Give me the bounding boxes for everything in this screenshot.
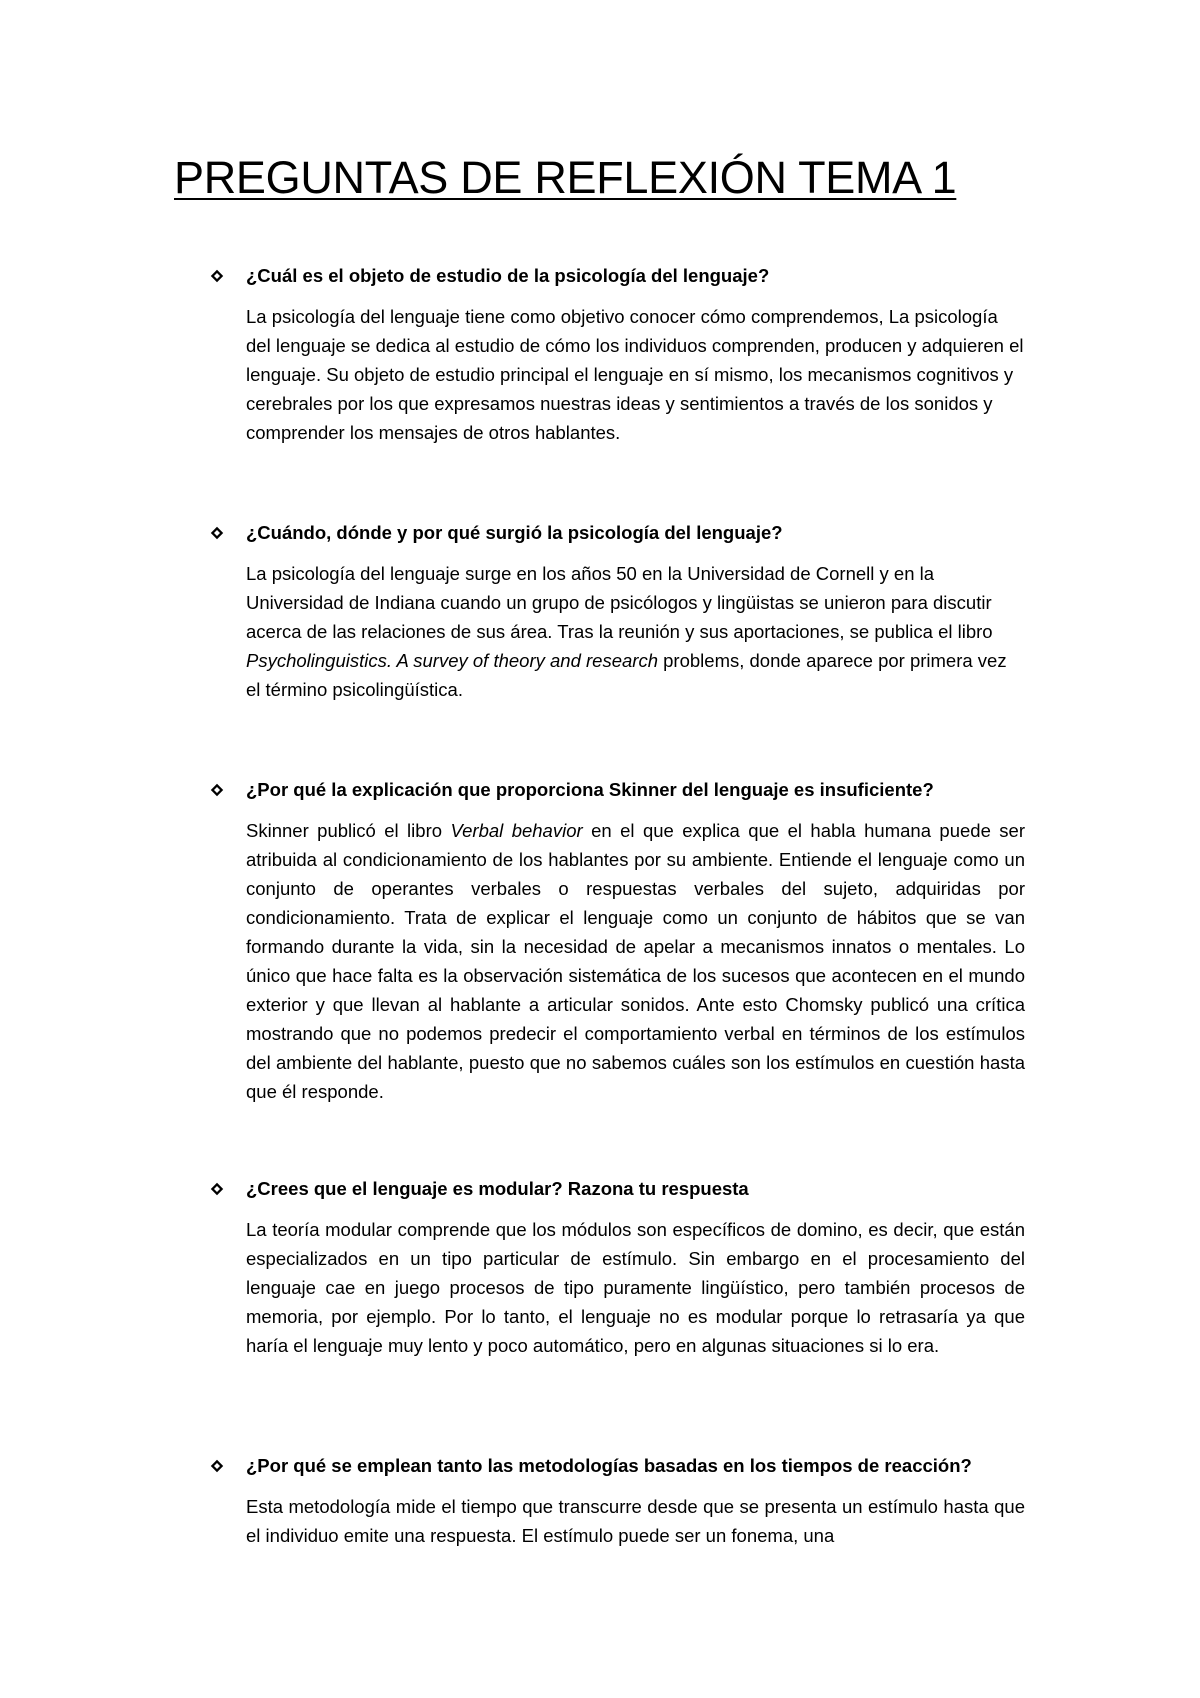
answer-text: La psicología del lenguaje tiene como objetivo conocer cómo comprendemos, La psicología del lenguaje se dedica al estudio de cómo los individuos comprenden, producen y adquieren el lenguaje. Su objeto de estudio principal el lenguaje en sí mismo, los mecanismos cognitivos y cerebrales por los que expresamos nuestras ideas y sentimientos a través de los sonidos y comprender los mensajes de otros hablantes. (246, 306, 1024, 443)
answer-text-end: problems, donde aparece por primera vez el término psicolingüística. (246, 650, 1007, 700)
book-title: Verbal behavior (450, 820, 583, 841)
diamond-bullet-icon (210, 526, 224, 540)
question-section-2 (210, 519, 1025, 704)
answer-text-start: La psicología del lenguaje surge en los años 50 en la Universidad de Cornell y en la Universidad de Indiana cuando un grupo de psicólogos y lingüistas se unieron para discutir acerca de las relaciones de sus área. Tras la reunión y sus aportaciones, se publica el libro (246, 563, 993, 642)
question-section-1 (210, 262, 1025, 447)
diamond-bullet-icon (210, 1459, 224, 1473)
question-text: ¿Crees que el lenguaje es modular? Razona tu respuesta (246, 1178, 749, 1199)
answer-text: La teoría modular comprende que los módulos son específicos de domino, es decir, que están especializados en un tipo particular de estímulo. Sin embargo en el procesamiento del lenguaje cae en juego procesos de tipo puramente lingüístico, pero también procesos de memoria, por ejemplo. Por lo tanto, el lenguaje no es modular porque lo retrasaría ya que haría el lenguaje muy lento y poco automático, pero en algunas situaciones si lo era. (246, 1219, 1025, 1356)
question-text: ¿Por qué la explicación que proporciona Skinner del lenguaje es insuficiente? (246, 779, 934, 800)
answer-text (246, 559, 1025, 704)
document-title: PREGUNTAS DE REFLEXIÓN TEMA 1 (174, 152, 957, 203)
question-text: ¿Cuándo, dónde y por qué surgió la psicología del lenguaje? (246, 522, 783, 543)
book-title: Psycholinguistics. A survey of theory and research (246, 650, 658, 671)
diamond-bullet-icon (210, 1182, 224, 1196)
answer-text-end: en el que explica que el habla humana puede ser atribuida al condicionamiento de los hablantes por su ambiente. Entiende el lenguaje como un conjunto de operantes verbales o respuestas verbales del sujeto, adquiridas por condicionamiento. Trata de explicar el lenguaje como un conjunto de hábitos que se van formando durante la vida, sin la necesidad de apelar a mecanismos innatos o mentales. Lo único que hace falta es la observación sistemática de los sucesos que acontecen en el mundo exterior y que llevan al hablante a articular sonidos. Ante esto Chomsky publicó una crítica mostrando que no podemos predecir el comportamiento verbal en términos de los estímulos del ambiente del hablante, puesto que no sabemos cuáles son los estímulos en cuestión hasta que él responde. (246, 820, 1025, 1102)
question-section-5 (210, 1452, 1025, 1550)
question-text: ¿Cuál es el objeto de estudio de la psicología del lenguaje? (246, 265, 770, 286)
answer-text (246, 816, 1025, 1106)
question-section-4 (210, 1175, 1025, 1360)
question-section-3 (210, 776, 1025, 1106)
answer-text-start: Skinner publicó el libro (246, 820, 451, 841)
diamond-bullet-icon (210, 783, 224, 797)
answer-text: Esta metodología mide el tiempo que transcurre desde que se presenta un estímulo hasta que el individuo emite una respuesta. El estímulo puede ser un fonema, una (246, 1496, 1025, 1546)
question-text: ¿Por qué se emplean tanto las metodologías basadas en los tiempos de reacción? (246, 1455, 972, 1476)
diamond-bullet-icon (210, 269, 224, 283)
